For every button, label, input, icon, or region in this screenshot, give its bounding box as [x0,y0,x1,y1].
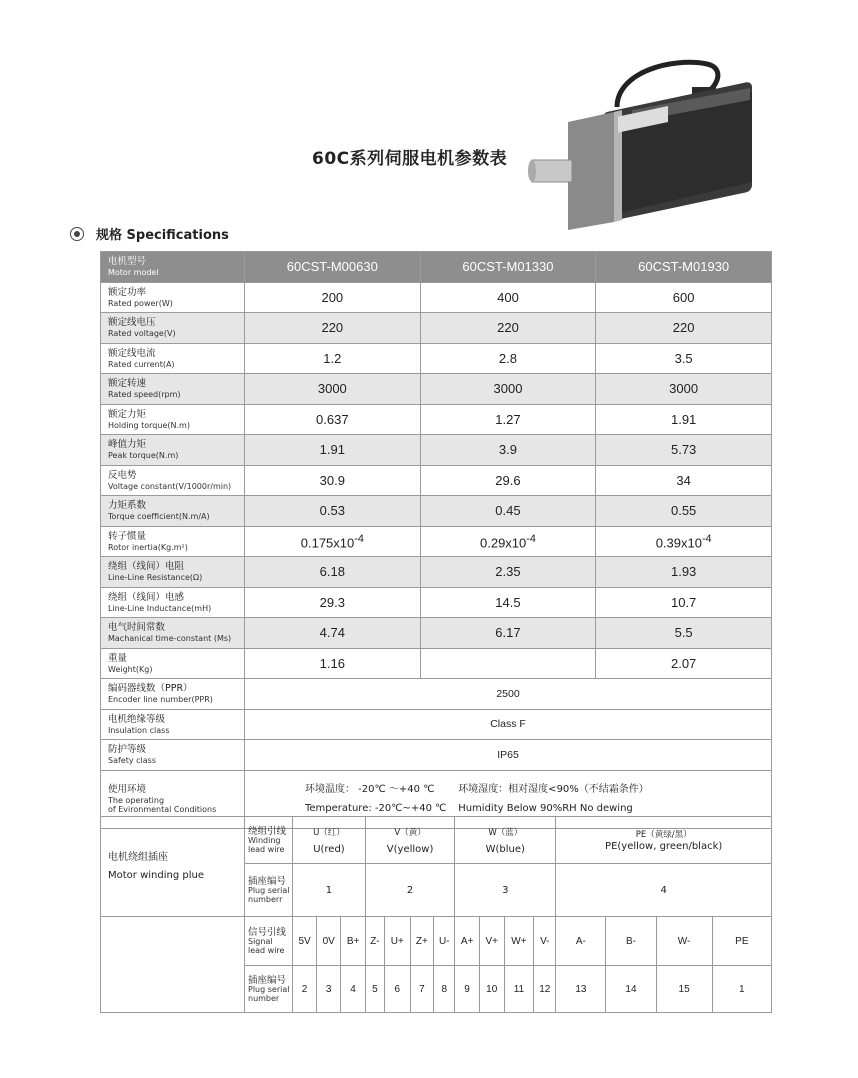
table-row [101,587,772,618]
value-cell: 14.5 [420,587,596,618]
value-cell: $0.29x10^{-4}$ [420,526,596,557]
servo-motor-image [522,52,782,230]
row-label: 编码器线数（PPR） Encoder line number(PPR) [101,679,245,710]
value-cell: 5.73 [596,435,772,466]
span-value: Class F [245,709,772,740]
plug-3: 3 [455,864,556,917]
signal-blank [101,917,245,1013]
value-cell: 0.53 [245,496,421,527]
signal-number-cell: 13 [556,966,606,1013]
model-1: 60CST-M00630 [245,252,421,283]
lead-v: V（黄） V(yellow) [365,817,454,864]
spec-table [100,251,772,829]
value-cell: 0.637 [245,404,421,435]
plug-serial-label: 插座编号 Plug serial numberr [245,864,293,917]
model-3: 60CST-M01930 [596,252,772,283]
plug-2: 2 [365,864,454,917]
table-row [101,496,772,527]
value-cell: 6.18 [245,557,421,588]
value-cell: 3000 [420,374,596,405]
row-label: 绕组（线间）电感 Line-Line Inductance(mH) [101,587,245,618]
value-cell: 29.6 [420,465,596,496]
value-cell: 3000 [245,374,421,405]
value-cell: $0.39x10^{-4}$ [596,526,772,557]
table-row [101,404,772,435]
value-cell: $0.175x10^{-4}$ [245,526,421,557]
signal-wire-cell: V- [534,917,556,966]
humidity-cn: 环境湿度：相对湿度<90%（不结霜条件） [458,784,649,795]
exponent: -4 [354,532,364,545]
value-cell: 1.27 [420,404,596,435]
table-row [101,740,772,771]
table-row [101,618,772,649]
value-cell: 1.93 [596,557,772,588]
value-cell: 10.7 [596,587,772,618]
value-cell: 1.91 [245,435,421,466]
plug-4: 4 [556,864,772,917]
signal-lead-label: 信号引线 Signal lead wire [245,917,293,966]
signal-wire-cell: A+ [455,917,480,966]
table-row [101,282,772,313]
value-cell: 4.74 [245,618,421,649]
signal-number-cell: 9 [455,966,480,1013]
specifications-label: 规格 Specifications [96,228,229,243]
value-cell: 220 [420,313,596,344]
signal-wire-cell: U- [434,917,455,966]
value-cell: 3.9 [420,435,596,466]
row-label: 额定力矩 Holding torque(N.m) [101,404,245,435]
specifications-heading [70,224,229,243]
signal-number-cell: 6 [384,966,410,1013]
value-cell: 34 [596,465,772,496]
exponent: -4 [701,532,712,545]
winding-table [100,816,772,1013]
signal-wire-cell: V+ [479,917,504,966]
value-cell: 1.2 [245,343,421,374]
row-label: 额定转速 Rated speed(rpm) [101,374,245,405]
page-title: 60C系列伺服电机参数表 [312,149,508,169]
signal-plug-label: 插座编号 Plug serial number [245,966,293,1013]
signal-number-cell: 14 [606,966,656,1013]
lead-pe: PE（黄绿/黑） PE(yellow, green/black) [556,817,772,864]
row-label: 绕组（线间）电阻 Line-Line Resistance(Ω) [101,557,245,588]
signal-number-cell: 3 [317,966,341,1013]
signal-number-cell: 8 [434,966,455,1013]
value-cell: 1.91 [596,404,772,435]
row-label: 重量 Weight(Kg) [101,648,245,679]
value-cell: 29.3 [245,587,421,618]
lead-u: U（红） U(red) [293,817,366,864]
value-cell: 600 [596,282,772,313]
row-label: 电气时间常数 Machanical time-constant (Ms) [101,618,245,649]
table-row [101,648,772,679]
table-row [101,526,772,557]
value-cell: 1.16 [245,648,421,679]
exponent: -4 [526,532,536,545]
row-label: 电机绝缘等级 Insulation class [101,709,245,740]
value-cell: 220 [596,313,772,344]
signal-wire-cell: W- [656,917,712,966]
value-cell: 0.55 [596,496,772,527]
signal-wire-cell: B+ [341,917,366,966]
table-row [101,709,772,740]
table-header-row [101,252,772,283]
row-label: 峰值力矩 Peak torque(N.m) [101,435,245,466]
signal-number-cell: 10 [479,966,504,1013]
table-row [101,465,772,496]
row-label: 额定线电压 Rated voltage(V) [101,313,245,344]
lead-w: W（蓝） W(blue) [455,817,556,864]
signal-wire-cell: W+ [504,917,534,966]
row-label: 转子惯量 Rotor inertia(Kg.m²) [101,526,245,557]
table-row [101,679,772,710]
row-label: 反电势 Voltage constant(V/1000r/min) [101,465,245,496]
temp-cn: 环境温度： -20℃ ～+40 ℃ [305,784,435,795]
span-value: IP65 [245,740,772,771]
value-cell: 6.17 [420,618,596,649]
signal-number-cell: 4 [341,966,366,1013]
table-row [101,313,772,344]
value-cell: 3.5 [596,343,772,374]
value-cell: 3000 [596,374,772,405]
environment-label: 使用环境 The operating of Evironmental Conditions [101,770,245,828]
table-row [101,343,772,374]
signal-wire-cell: B- [606,917,656,966]
temp-en: Temperature: -20℃~+40 ℃ [305,803,447,814]
signal-number-cell: 11 [504,966,534,1013]
value-cell: 5.5 [596,618,772,649]
signal-wire-cell: U+ [384,917,410,966]
signal-wire-cell: PE [712,917,771,966]
signal-wire-cell: A- [556,917,606,966]
row-label: 防护等级 Safety class [101,740,245,771]
value-cell: 2.8 [420,343,596,374]
signal-lead-row [101,917,772,966]
lead-wire-label: 绕组引线 Winding lead wire [245,817,293,864]
table-row [101,557,772,588]
value-cell [420,648,596,679]
signal-number-cell: 7 [410,966,434,1013]
table-row [101,374,772,405]
row-label: 额定线电流 Rated current(A) [101,343,245,374]
model-2: 60CST-M01330 [420,252,596,283]
radio-bullet-icon [70,227,84,241]
row-label: 额定功率 Rated power(W) [101,282,245,313]
value-cell: 0.45 [420,496,596,527]
value-cell: 2.07 [596,648,772,679]
row-label: 力矩系数 Torque coefficient(N.m/A) [101,496,245,527]
value-cell: 2.35 [420,557,596,588]
value-cell: 220 [245,313,421,344]
signal-wire-cell: Z+ [410,917,434,966]
signal-wire-cell: Z- [365,917,384,966]
winding-lead-row [101,817,772,864]
table-row [101,435,772,466]
signal-number-cell: 1 [712,966,771,1013]
value-cell: 400 [420,282,596,313]
winding-label: 电机绕组插座 Motor winding plue [101,817,245,917]
signal-wire-cell: 0V [317,917,341,966]
signal-number-cell: 12 [534,966,556,1013]
humidity-en: Humidity Below 90%RH No dewing [458,803,633,814]
signal-number-cell: 5 [365,966,384,1013]
signal-number-cell: 15 [656,966,712,1013]
signal-number-cell: 2 [293,966,317,1013]
value-cell: 200 [245,282,421,313]
value-cell: 30.9 [245,465,421,496]
span-value: 2500 [245,679,772,710]
plug-1: 1 [293,864,366,917]
header-label: 电机型号 Motor model [101,252,245,283]
signal-wire-cell: 5V [293,917,317,966]
